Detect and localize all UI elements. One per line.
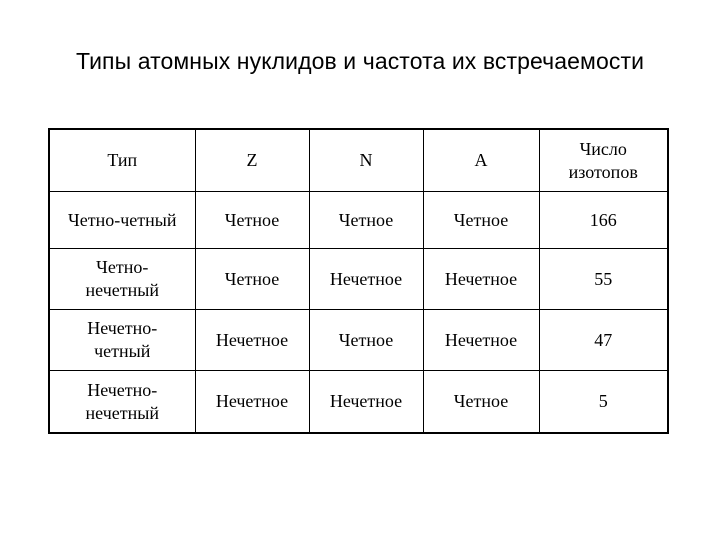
- cell-type: [49, 192, 195, 249]
- cell-type: [49, 371, 195, 434]
- header-a: A: [423, 129, 539, 192]
- cell-z: Четное: [195, 249, 309, 310]
- cell-n: Четное: [309, 310, 423, 371]
- cell-type-line2: нечетный: [85, 280, 159, 300]
- cell-type-line1: Четно-четный: [68, 209, 177, 230]
- cell-type-line2: четный: [94, 341, 151, 361]
- cell-count: 5: [539, 371, 668, 434]
- page-title: Типы атомных нуклидов и частота их встречаемости: [75, 48, 645, 74]
- table-row: [49, 192, 668, 249]
- cell-type-line1: Четно-: [96, 257, 149, 277]
- table-row: [49, 310, 668, 371]
- cell-count: 55: [539, 249, 668, 310]
- cell-a: Нечетное: [423, 310, 539, 371]
- cell-n: Четное: [309, 192, 423, 249]
- header-isotope-count: [539, 129, 668, 192]
- cell-n: Нечетное: [309, 249, 423, 310]
- table-header-row: [49, 129, 668, 192]
- cell-a: Четное: [423, 371, 539, 434]
- header-isotope-count-line1: Число: [579, 138, 627, 159]
- header-n: N: [309, 129, 423, 192]
- cell-type-line1: Нечетно-: [87, 318, 158, 338]
- table-row: [49, 371, 668, 434]
- header-isotope-count-line2: изотопов: [568, 161, 638, 182]
- cell-count: 166: [539, 192, 668, 249]
- cell-z: Нечетное: [195, 371, 309, 434]
- table-row: [49, 249, 668, 310]
- cell-a: Четное: [423, 192, 539, 249]
- nuclide-types-table: [48, 128, 669, 434]
- cell-type: [49, 249, 195, 310]
- cell-z: Нечетное: [195, 310, 309, 371]
- header-type: Тип: [49, 129, 195, 192]
- cell-type-line1: Нечетно-: [87, 379, 158, 400]
- cell-type: [49, 310, 195, 371]
- cell-n: Нечетное: [309, 371, 423, 434]
- cell-a: Нечетное: [423, 249, 539, 310]
- cell-z: Четное: [195, 192, 309, 249]
- header-z: Z: [195, 129, 309, 192]
- cell-type-line2: нечетный: [85, 402, 159, 423]
- cell-count: 47: [539, 310, 668, 371]
